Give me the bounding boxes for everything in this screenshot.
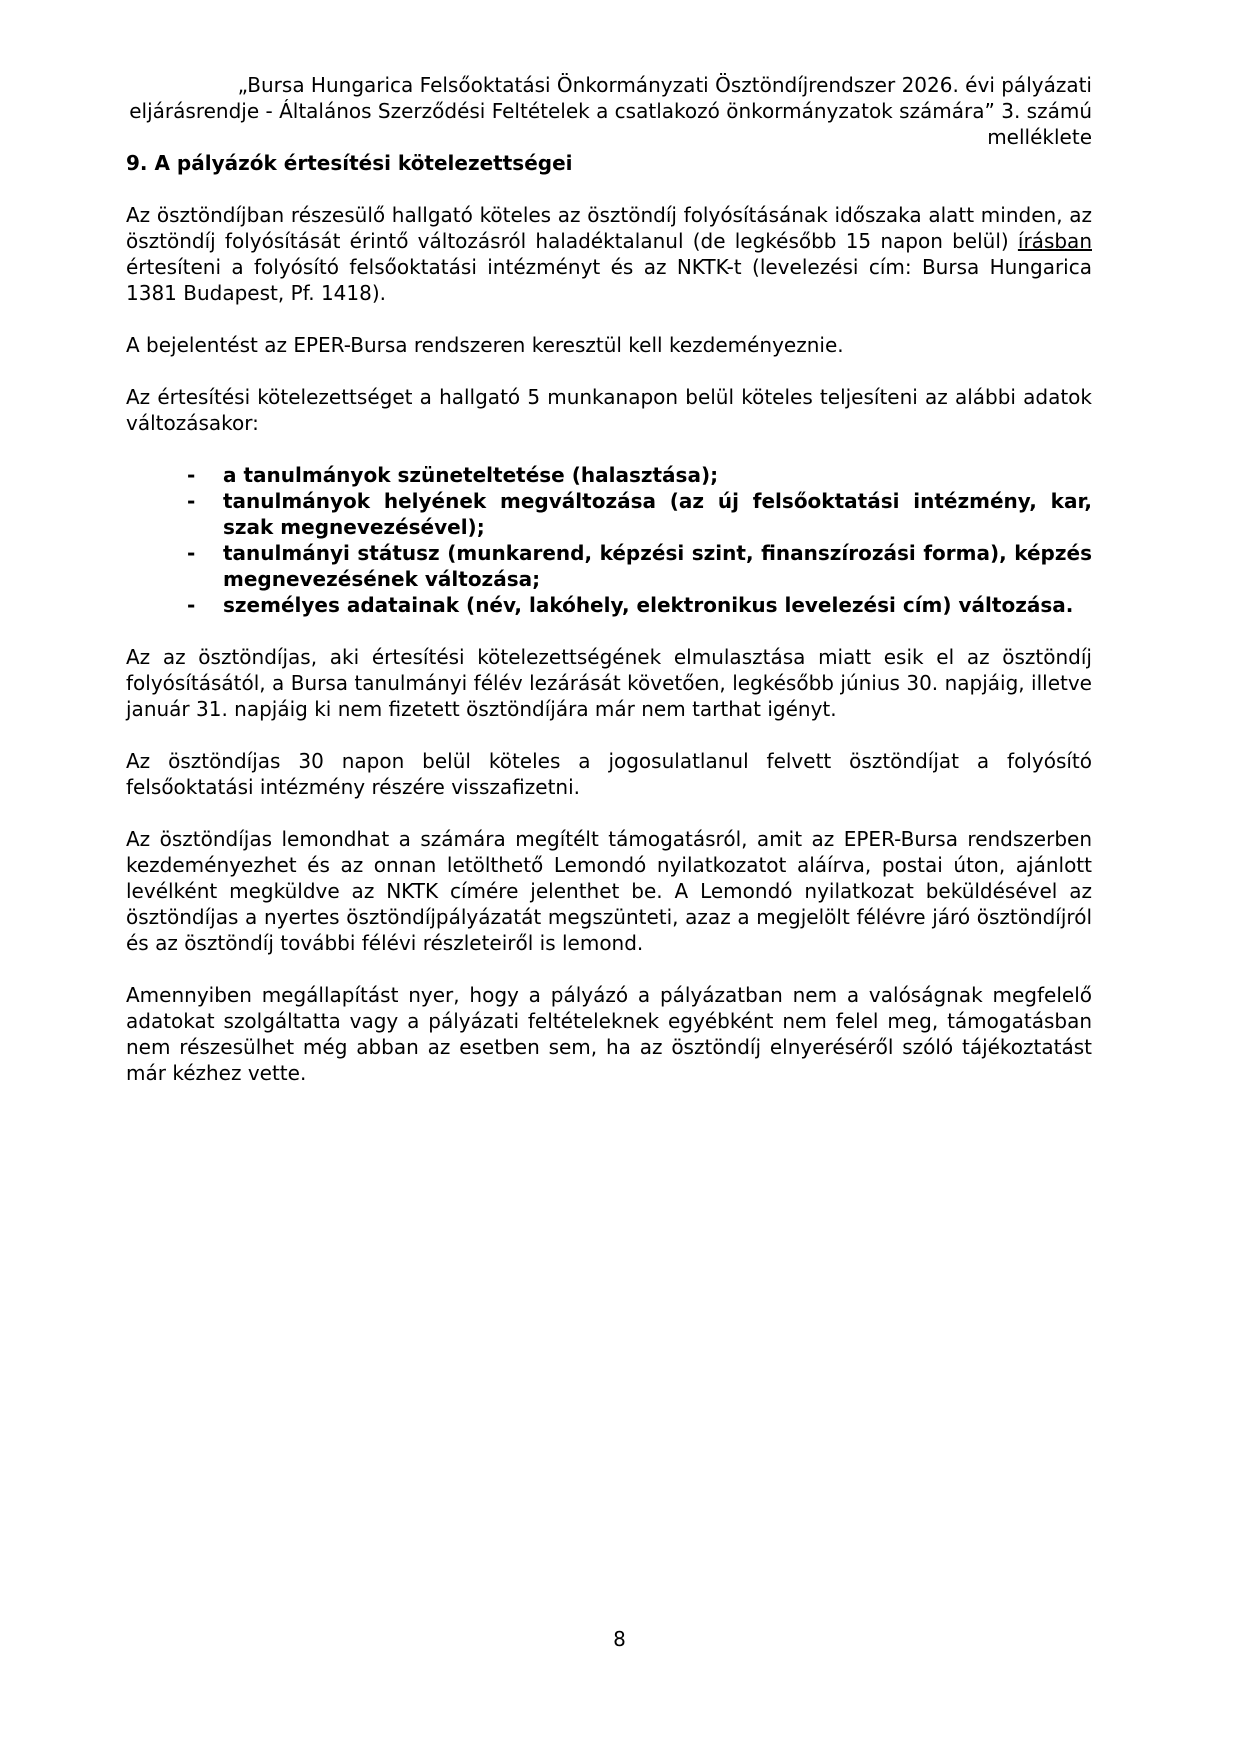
list-item [187,540,1092,592]
list-item-text: a tanulmányok szüneteltetése (halasztása); [223,463,719,487]
list-item [187,488,1092,540]
list-item [187,462,1092,488]
page-number: 8 [613,1627,626,1651]
paragraph-renunciation: Az ösztöndíjas lemondhat a számára megítélt támogatásról, amit az EPER-Bursa rendszerben kezdeményezhet és az onnan letölthető Lemondó nyilatkozatot aláírva, postai úton, ajánlott levélként megküldve az NKTK címére jelenthet be. A Lemondó nyilatkozat beküldésével az ösztöndíjas a nyertes ösztöndíjpályázatát megszünteti, azaz a megjelölt félévre járó ösztöndíjról és az ösztöndíj további félévi részleteiről is lemond. [126,827,1092,955]
paragraph-text-after-underline: értesíteni a folyósító felsőoktatási intézményt és az NKTK-t (levelezési cím: Bursa Hungarica 1381 Budapest, Pf. 1418). [126,255,1092,305]
section-heading: 9. A pályázók értesítési kötelezettségei [126,151,573,175]
bullet-dash: - [187,463,196,487]
paragraph-deadline-intro: Az értesítési kötelezettséget a hallgató 5 munkanapon belül köteles teljesíteni az alábbi adatok változásakor: [126,385,1092,435]
paragraph-eper-bursa: A bejelentést az EPER-Bursa rendszeren keresztül kell kezdeményeznie. [126,333,844,357]
list-item-text: tanulmányi státusz (munkarend, képzési szint, finanszírozási forma), képzés megnevezésének változása; [223,541,1092,591]
paragraph-forfeiture: Az az ösztöndíjas, aki értesítési kötelezettségének elmulasztása miatt esik el az ösztöndíj folyósításától, a Bursa tanulmányi félév lezárását követően, legkésőbb június 30. napjáig, illetve január 31. napjáig ki nem fizetett ösztöndíjára már nem tarthat igényt. [126,645,1092,721]
underlined-word: írásban [1017,229,1092,253]
list-item-text: személyes adatainak (név, lakóhely, elektronikus levelezési cím) változása. [223,593,1074,617]
bullet-dash: - [187,541,196,565]
paragraph-false-data: Amennyiben megállapítást nyer, hogy a pályázó a pályázatban nem a valóságnak megfelelő adatokat szolgáltatta vagy a pályázati feltételeknek egyébként nem felel meg, támogatásban nem részesülhet még abban az esetben sem, ha az ösztöndíj elnyeréséről szóló tájékoztatást már kézhez vette. [126,983,1092,1085]
bullet-dash: - [187,593,196,617]
paragraph-text-before-underline: Az ösztöndíjban részesülő hallgató köteles az ösztöndíj folyósításának időszaka alatt minden, az ösztöndíj folyósítását érintő változásról haladéktalanul (de legkésőbb 15 napon belül) [126,203,1092,253]
list-item-text: tanulmányok helyének megváltozása (az új felsőoktatási intézmény, kar, szak megnevezésével); [223,489,1092,539]
paragraph-repayment: Az ösztöndíjas 30 napon belül köteles a jogosulatlanul felvett ösztöndíjat a folyósító felsőoktatási intézmény részére visszafizetni. [126,749,1092,799]
document-header: „Bursa Hungarica Felsőoktatási Önkormányzati Ösztöndíjrendszer 2026. évi pályázati eljárásrendje - Általános Szerződési Feltételek a csatlakozó önkormányzatok számára” 3. számú melléklete [129,73,1092,149]
list-item [187,592,1092,618]
change-type-list [126,462,1092,618]
paragraph-notification-duty [126,202,1092,306]
bullet-dash: - [187,489,196,513]
